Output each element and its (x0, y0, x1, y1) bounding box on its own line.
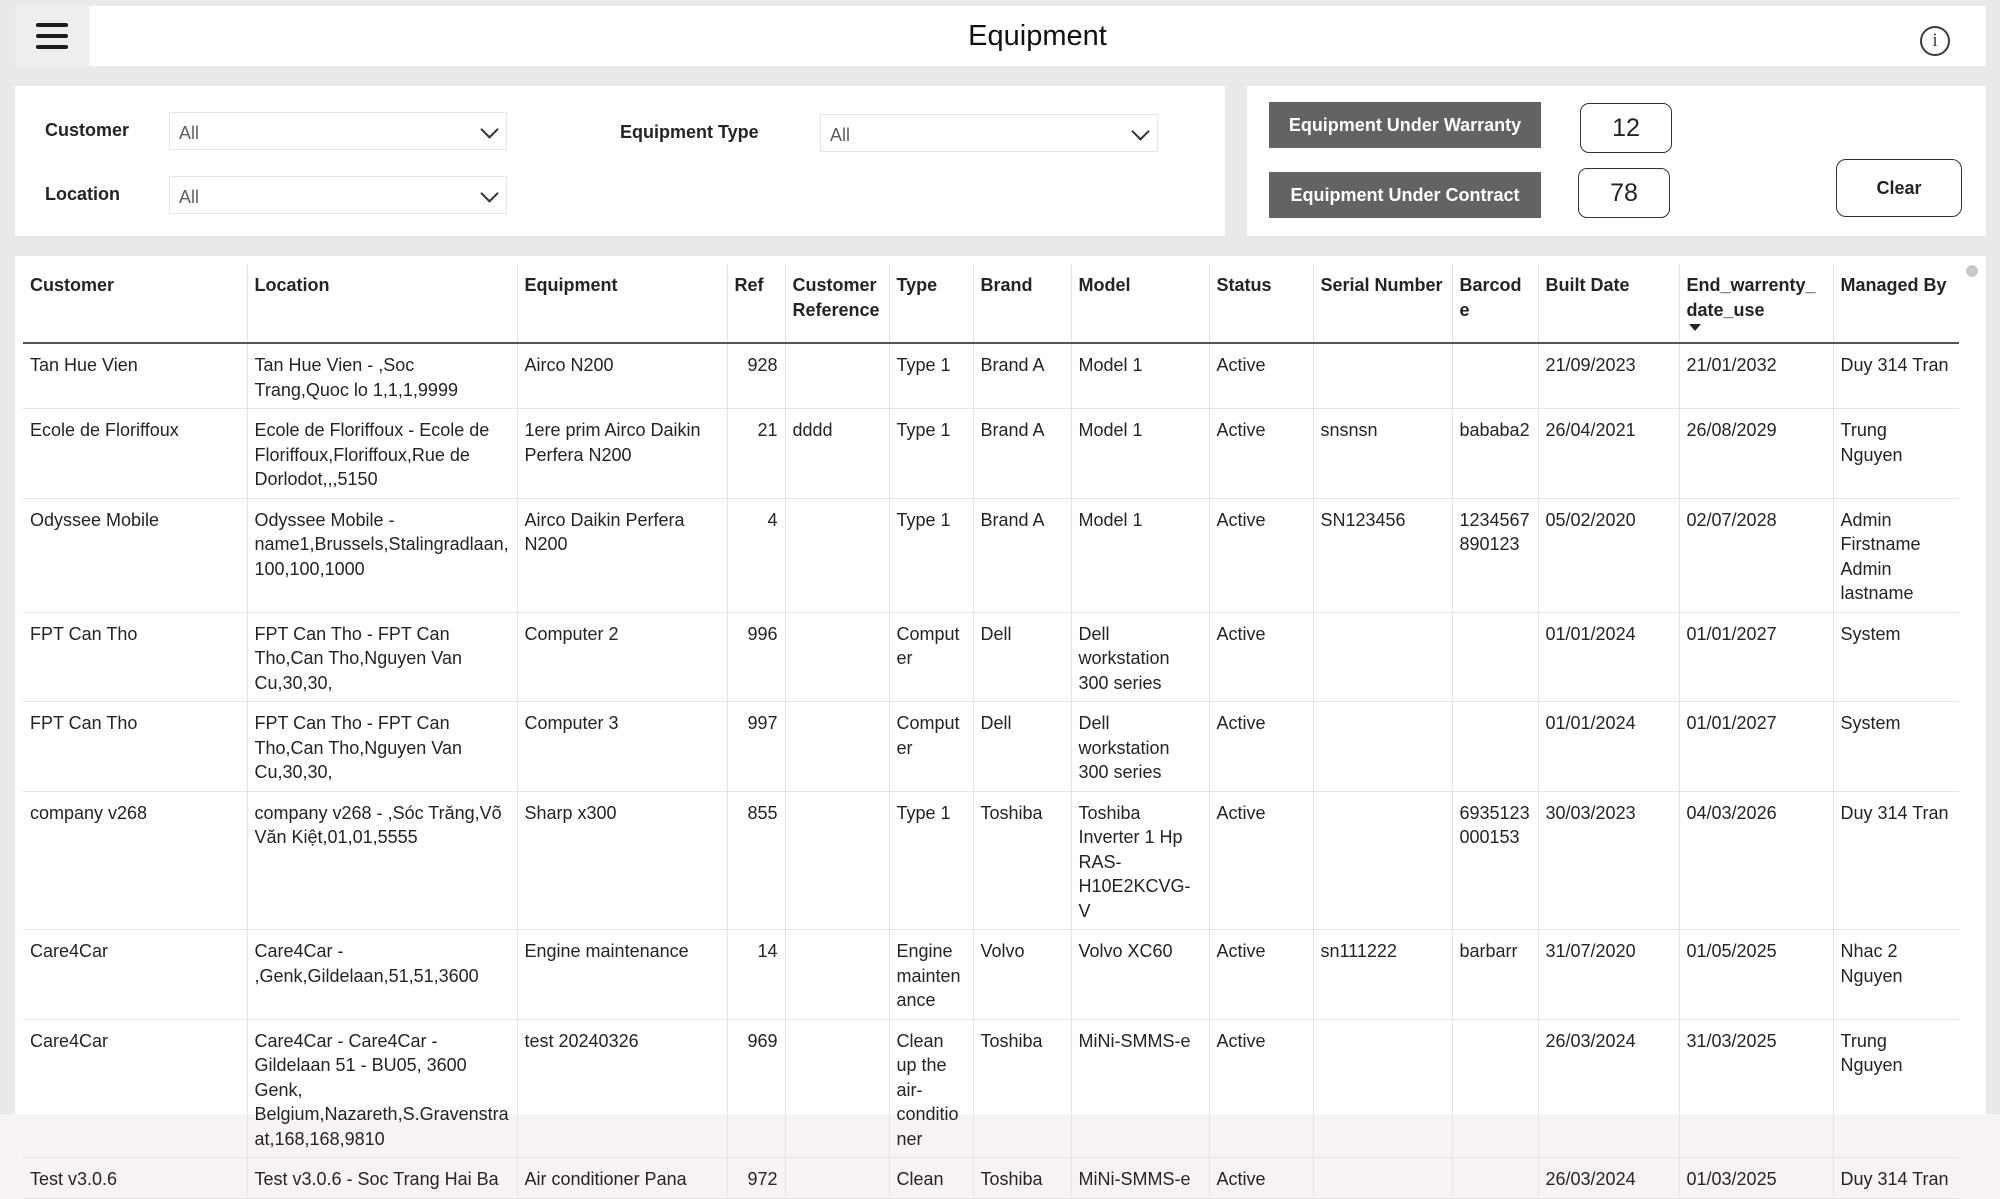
column-header-label: Managed By (1840, 275, 1947, 295)
column-header-equipment[interactable] (517, 264, 727, 343)
cell-barcode (1452, 1158, 1538, 1199)
cell-customer: Care4Car (23, 930, 247, 1020)
cell-customer-reference (785, 930, 889, 1020)
cell-built-date: 31/07/2020 (1538, 930, 1679, 1020)
cell-barcode (1452, 612, 1538, 702)
equipment-under-contract-button[interactable]: Equipment Under Contract (1269, 172, 1541, 218)
cell-customer-reference (785, 1019, 889, 1158)
cell-managed-by: System (1833, 612, 1959, 702)
cell-managed-by: Duy 314 Tran (1833, 343, 1959, 409)
cell-type: Type 1 (889, 498, 973, 612)
cell-model: MiNi-SMMS-e (1071, 1019, 1209, 1158)
cell-location: Ecole de Floriffoux - Ecole de Floriffoux,Floriffoux,Rue de Dorlodot,,,5150 (247, 409, 517, 499)
cell-customer-reference (785, 498, 889, 612)
cell-type: Engine maintenance (889, 930, 973, 1020)
table-header-row (23, 264, 1959, 343)
cell-location: FPT Can Tho - FPT Can Tho,Can Tho,Nguyen Van Cu,30,30, (247, 702, 517, 792)
cell-built-date: 30/03/2023 (1538, 791, 1679, 930)
cell-equipment: Airco N200 (517, 343, 727, 409)
cell-barcode: 6935123000153 (1452, 791, 1538, 930)
cell-status: Active (1209, 343, 1313, 409)
equipment-table (23, 264, 1959, 1199)
vertical-scrollbar[interactable] (1966, 265, 1978, 277)
cell-customer: Care4Car (23, 1019, 247, 1158)
cell-brand: Toshiba (973, 791, 1071, 930)
cell-ref: 997 (727, 702, 785, 792)
cell-barcode: bababa2 (1452, 409, 1538, 499)
column-header-label: Model (1078, 275, 1131, 295)
cell-model: Model 1 (1071, 343, 1209, 409)
hamburger-icon (36, 20, 68, 53)
cell-ref: 972 (727, 1158, 785, 1199)
cell-managed-by: Duy 314 Tran (1833, 1158, 1959, 1199)
cell-ref: 996 (727, 612, 785, 702)
cell-managed-by: Admin Firstname Admin lastname (1833, 498, 1959, 612)
cell-brand: Volvo (973, 930, 1071, 1020)
cell-barcode (1452, 1019, 1538, 1158)
column-header-label: Brand (980, 275, 1033, 295)
cell-type: Computer (889, 612, 973, 702)
cell-status: Active (1209, 930, 1313, 1020)
customer-dropdown[interactable] (169, 112, 507, 150)
cell-equipment: Computer 2 (517, 612, 727, 702)
cell-brand: Toshiba (973, 1158, 1071, 1199)
cell-customer: Test v3.0.6 (23, 1158, 247, 1199)
cell-location: Care4Car - ,Genk,Gildelaan,51,51,3600 (247, 930, 517, 1020)
column-header-label: Built Date (1545, 275, 1630, 295)
column-header-serial-number[interactable] (1313, 264, 1452, 343)
cell-type: Type 1 (889, 409, 973, 499)
table-row[interactable] (23, 612, 1959, 702)
cell-serial-number (1313, 1019, 1452, 1158)
cell-location: FPT Can Tho - FPT Can Tho,Can Tho,Nguyen Van Cu,30,30, (247, 612, 517, 702)
cell-type: Clean up the air-conditioner (889, 1019, 973, 1158)
cell-model: Dell workstation 300 series (1071, 702, 1209, 792)
clear-button[interactable]: Clear (1836, 159, 1962, 217)
column-header-label: Location (254, 275, 330, 295)
column-header-label: Status (1216, 275, 1272, 295)
cell-end-warrenty-date-use: 01/03/2025 (1679, 1158, 1833, 1199)
cell-built-date: 26/04/2021 (1538, 409, 1679, 499)
cell-location: Test v3.0.6 - Soc Trang Hai Ba (247, 1158, 517, 1199)
column-header-model[interactable] (1071, 264, 1209, 343)
cell-built-date: 21/09/2023 (1538, 343, 1679, 409)
cell-equipment: Air conditioner Pana (517, 1158, 727, 1199)
cell-brand: Dell (973, 612, 1071, 702)
menu-button[interactable] (15, 6, 88, 66)
equipment-type-dropdown[interactable] (820, 114, 1158, 152)
table-row[interactable] (23, 343, 1959, 409)
cell-status: Active (1209, 498, 1313, 612)
cell-customer-reference: dddd (785, 409, 889, 499)
cell-built-date: 05/02/2020 (1538, 498, 1679, 612)
column-header-built-date[interactable] (1538, 264, 1679, 343)
location-dropdown-value: All (179, 187, 200, 207)
cell-customer: FPT Can Tho (23, 702, 247, 792)
cell-customer-reference (785, 702, 889, 792)
info-icon[interactable]: i (1920, 26, 1950, 56)
column-header-end-warrenty-date-use[interactable] (1679, 264, 1833, 343)
cell-ref: 4 (727, 498, 785, 612)
column-header-ref[interactable] (727, 264, 785, 343)
cell-status: Active (1209, 791, 1313, 930)
cell-built-date: 26/03/2024 (1538, 1158, 1679, 1199)
location-filter-label: Location (45, 184, 120, 204)
filter-panel (15, 86, 1225, 236)
equipment-under-warranty-button[interactable]: Equipment Under Warranty (1269, 102, 1541, 148)
column-header-label: End_warrenty_date_use (1686, 275, 1816, 320)
page-title: Equipment (968, 19, 1107, 52)
cell-ref: 21 (727, 409, 785, 499)
equipment-type-dropdown-value: All (830, 125, 851, 145)
cell-end-warrenty-date-use: 21/01/2032 (1679, 343, 1833, 409)
table-row[interactable] (23, 1158, 1959, 1199)
cell-serial-number (1313, 791, 1452, 930)
cell-ref: 855 (727, 791, 785, 930)
cell-end-warrenty-date-use: 04/03/2026 (1679, 791, 1833, 930)
column-header-label: Type (896, 275, 938, 295)
cell-serial-number (1313, 702, 1452, 792)
cell-model: MiNi-SMMS-e (1071, 1158, 1209, 1199)
kpi-panel (1247, 86, 1986, 236)
table-body (23, 343, 1959, 1198)
cell-type: Clean (889, 1158, 973, 1199)
cell-model: Volvo XC60 (1071, 930, 1209, 1020)
column-header-customer-reference[interactable] (785, 264, 889, 343)
column-header-brand[interactable] (973, 264, 1071, 343)
column-header-label: Barcode (1459, 275, 1522, 320)
cell-equipment: 1ere prim Airco Daikin Perfera N200 (517, 409, 727, 499)
customer-dropdown-value: All (179, 123, 200, 143)
cell-customer-reference (785, 612, 889, 702)
column-header-managed-by[interactable] (1833, 264, 1959, 343)
equipment-type-filter-label: Equipment Type (620, 122, 759, 142)
cell-equipment: Engine maintenance (517, 930, 727, 1020)
cell-brand: Brand A (973, 409, 1071, 499)
column-header-label: Equipment (524, 275, 618, 295)
cell-brand: Brand A (973, 498, 1071, 612)
cell-end-warrenty-date-use: 02/07/2028 (1679, 498, 1833, 612)
cell-location: Tan Hue Vien - ,Soc Trang,Quoc lo 1,1,1,9999 (247, 343, 517, 409)
customer-filter-label: Customer (45, 120, 130, 140)
cell-location: Care4Car - Care4Car - Gildelaan 51 - BU05, 3600 Genk, Belgium,Nazareth,S.Gravenstraat,168,168,9810 (247, 1019, 517, 1158)
contract-count: 78 (1578, 168, 1670, 218)
cell-ref: 928 (727, 343, 785, 409)
cell-type: Computer (889, 702, 973, 792)
cell-managed-by: System (1833, 702, 1959, 792)
cell-end-warrenty-date-use: 01/05/2025 (1679, 930, 1833, 1020)
cell-model: Toshiba Inverter 1 Hp RAS-H10E2KCVG-V (1071, 791, 1209, 930)
table-row[interactable] (23, 1019, 1959, 1158)
cell-barcode (1452, 702, 1538, 792)
column-header-label: Customer Reference (792, 275, 880, 320)
cell-managed-by: Nhac 2 Nguyen (1833, 930, 1959, 1020)
cell-serial-number: sn111222 (1313, 930, 1452, 1020)
cell-customer-reference (785, 343, 889, 409)
cell-type: Type 1 (889, 791, 973, 930)
cell-status: Active (1209, 702, 1313, 792)
cell-equipment: Sharp x300 (517, 791, 727, 930)
cell-brand: Toshiba (973, 1019, 1071, 1158)
cell-equipment: Airco Daikin Perfera N200 (517, 498, 727, 612)
cell-location: company v268 - ,Sóc Trăng,Võ Văn Kiệt,01,01,5555 (247, 791, 517, 930)
column-header-type[interactable] (889, 264, 973, 343)
cell-brand: Brand A (973, 343, 1071, 409)
cell-customer-reference (785, 1158, 889, 1199)
cell-barcode: barbarr (1452, 930, 1538, 1020)
cell-customer: Ecole de Floriffoux (23, 409, 247, 499)
column-header-label: Ref (734, 275, 764, 295)
cell-managed-by: Trung Nguyen (1833, 409, 1959, 499)
cell-serial-number (1313, 1158, 1452, 1199)
cell-built-date: 01/01/2024 (1538, 612, 1679, 702)
cell-customer: FPT Can Tho (23, 612, 247, 702)
cell-built-date: 26/03/2024 (1538, 1019, 1679, 1158)
table-row[interactable] (23, 702, 1959, 792)
cell-customer-reference (785, 791, 889, 930)
table-row[interactable] (23, 498, 1959, 612)
cell-model: Model 1 (1071, 409, 1209, 499)
cell-end-warrenty-date-use: 01/01/2027 (1679, 702, 1833, 792)
column-header-label: Customer (30, 275, 115, 295)
cell-model: Dell workstation 300 series (1071, 612, 1209, 702)
column-header-customer[interactable] (23, 264, 247, 343)
cell-location: Odyssee Mobile - name1,Brussels,Stalingradlaan,100,100,1000 (247, 498, 517, 612)
location-dropdown[interactable] (169, 176, 507, 214)
title-bar (89, 6, 1986, 66)
warranty-count: 12 (1580, 103, 1672, 153)
cell-status: Active (1209, 1019, 1313, 1158)
cell-end-warrenty-date-use: 31/03/2025 (1679, 1019, 1833, 1158)
column-header-location[interactable] (247, 264, 517, 343)
cell-serial-number (1313, 343, 1452, 409)
sort-descending-icon (1689, 324, 1701, 331)
column-header-status[interactable] (1209, 264, 1313, 343)
cell-serial-number: SN123456 (1313, 498, 1452, 612)
cell-status: Active (1209, 409, 1313, 499)
cell-customer: company v268 (23, 791, 247, 930)
table-row[interactable] (23, 930, 1959, 1020)
cell-ref: 14 (727, 930, 785, 1020)
chevron-down-icon (480, 120, 498, 138)
cell-customer: Tan Hue Vien (23, 343, 247, 409)
cell-serial-number (1313, 612, 1452, 702)
cell-ref: 969 (727, 1019, 785, 1158)
cell-barcode (1452, 343, 1538, 409)
cell-customer: Odyssee Mobile (23, 498, 247, 612)
cell-equipment: test 20240326 (517, 1019, 727, 1158)
cell-brand: Dell (973, 702, 1071, 792)
table-row[interactable] (23, 791, 1959, 930)
cell-serial-number: snsnsn (1313, 409, 1452, 499)
column-header-barcode[interactable] (1452, 264, 1538, 343)
column-header-label: Serial Number (1320, 275, 1443, 295)
cell-status: Active (1209, 1158, 1313, 1199)
chevron-down-icon (480, 184, 498, 202)
cell-type: Type 1 (889, 343, 973, 409)
cell-end-warrenty-date-use: 01/01/2027 (1679, 612, 1833, 702)
cell-built-date: 01/01/2024 (1538, 702, 1679, 792)
table-row[interactable] (23, 409, 1959, 499)
chevron-down-icon (1131, 122, 1149, 140)
cell-end-warrenty-date-use: 26/08/2029 (1679, 409, 1833, 499)
cell-managed-by: Trung Nguyen (1833, 1019, 1959, 1158)
cell-status: Active (1209, 612, 1313, 702)
cell-model: Model 1 (1071, 498, 1209, 612)
cell-managed-by: Duy 314 Tran (1833, 791, 1959, 930)
cell-equipment: Computer 3 (517, 702, 727, 792)
cell-barcode: 1234567890123 (1452, 498, 1538, 612)
equipment-table-panel (15, 256, 1986, 1189)
